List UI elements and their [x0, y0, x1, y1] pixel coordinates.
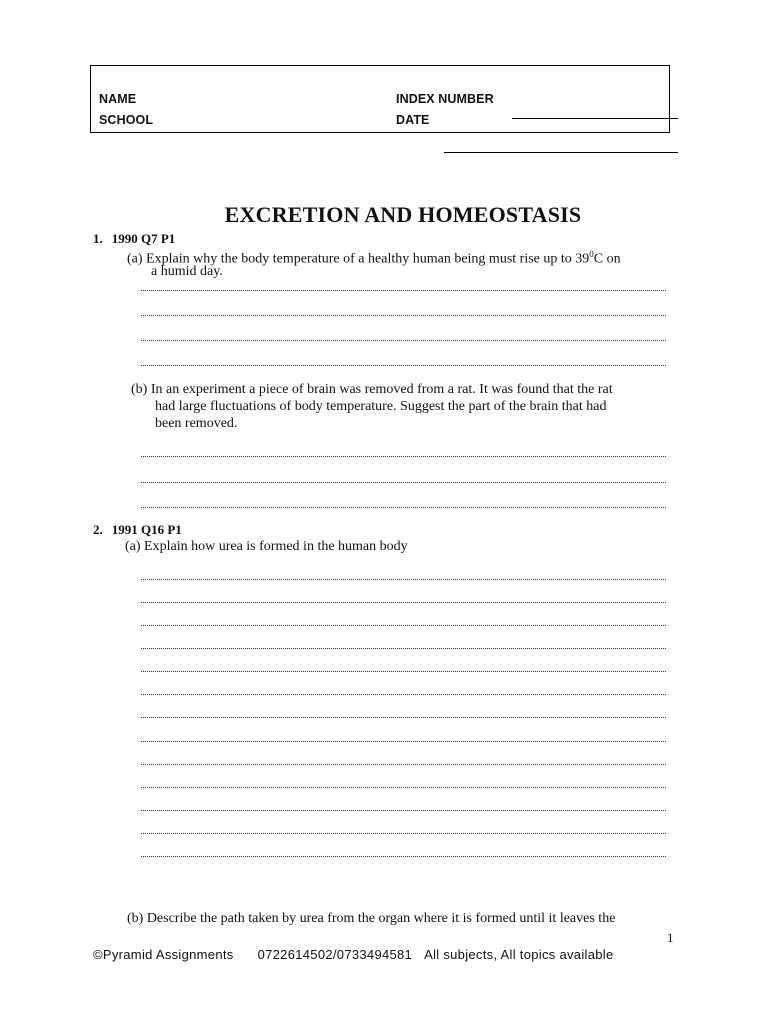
date-line[interactable] — [444, 152, 678, 153]
question-1a-text-line2: a humid day. — [151, 264, 223, 279]
answer-line[interactable] — [141, 290, 666, 293]
question-1a-text-start: (a) Explain why the body temperature of a healthy human being must rise up to 39 — [127, 251, 590, 267]
answer-line[interactable] — [141, 507, 666, 510]
footer-tagline: All subjects, All topics available — [424, 947, 614, 962]
footer-phone-numbers: 0722614502/0733494581 — [257, 947, 413, 962]
student-details-box — [90, 65, 670, 133]
answer-line[interactable] — [141, 315, 666, 318]
question-2b-text: (b) Describe the path taken by urea from the organ where it is formed until it leaves the — [127, 911, 616, 926]
page-title: EXCRETION AND HOMEOSTASIS — [224, 202, 582, 227]
answer-line[interactable] — [141, 365, 666, 368]
page-number: 1 — [667, 930, 674, 945]
answer-line[interactable] — [141, 810, 666, 813]
answer-line[interactable] — [141, 787, 666, 790]
footer-copyright: ©Pyramid Assignments — [93, 947, 234, 962]
school-label: SCHOOL — [99, 113, 154, 127]
answer-line[interactable] — [141, 648, 666, 651]
question-2-number: 2. — [93, 522, 103, 537]
question-1b-text-line1: (b) In an experiment a piece of brain was removed from a rat. It was found that the rat — [131, 382, 613, 397]
question-1-number: 1. — [93, 231, 103, 246]
index-number-label: INDEX NUMBER — [396, 92, 494, 106]
index-number-line[interactable] — [512, 118, 678, 119]
date-label: DATE — [396, 113, 430, 127]
answer-line[interactable] — [141, 717, 666, 720]
answer-line[interactable] — [141, 602, 666, 605]
degree-superscript: 0 — [589, 249, 594, 259]
question-2-header — [93, 522, 182, 538]
answer-line[interactable] — [141, 456, 666, 459]
question-1a-text-end: C on — [593, 251, 621, 267]
question-1b-text-line2: had large fluctuations of body temperature. Suggest the part of the brain that had — [155, 399, 607, 414]
answer-line[interactable] — [141, 741, 666, 744]
answer-line[interactable] — [141, 340, 666, 343]
answer-line[interactable] — [141, 856, 666, 859]
answer-line[interactable] — [141, 625, 666, 628]
answer-line[interactable] — [141, 482, 666, 485]
answer-line[interactable] — [141, 671, 666, 674]
question-1-header — [93, 231, 175, 247]
answer-line[interactable] — [141, 579, 666, 582]
name-label: NAME — [99, 92, 137, 106]
question-2-source: 1991 Q16 P1 — [111, 522, 182, 537]
question-1b-text-line3: been removed. — [155, 416, 238, 431]
answer-line[interactable] — [141, 764, 666, 767]
question-2a-text: (a) Explain how urea is formed in the human body — [125, 539, 408, 554]
answer-line[interactable] — [141, 833, 666, 836]
answer-line[interactable] — [141, 694, 666, 697]
question-1-source: 1990 Q7 P1 — [111, 231, 176, 246]
footer — [93, 947, 614, 962]
